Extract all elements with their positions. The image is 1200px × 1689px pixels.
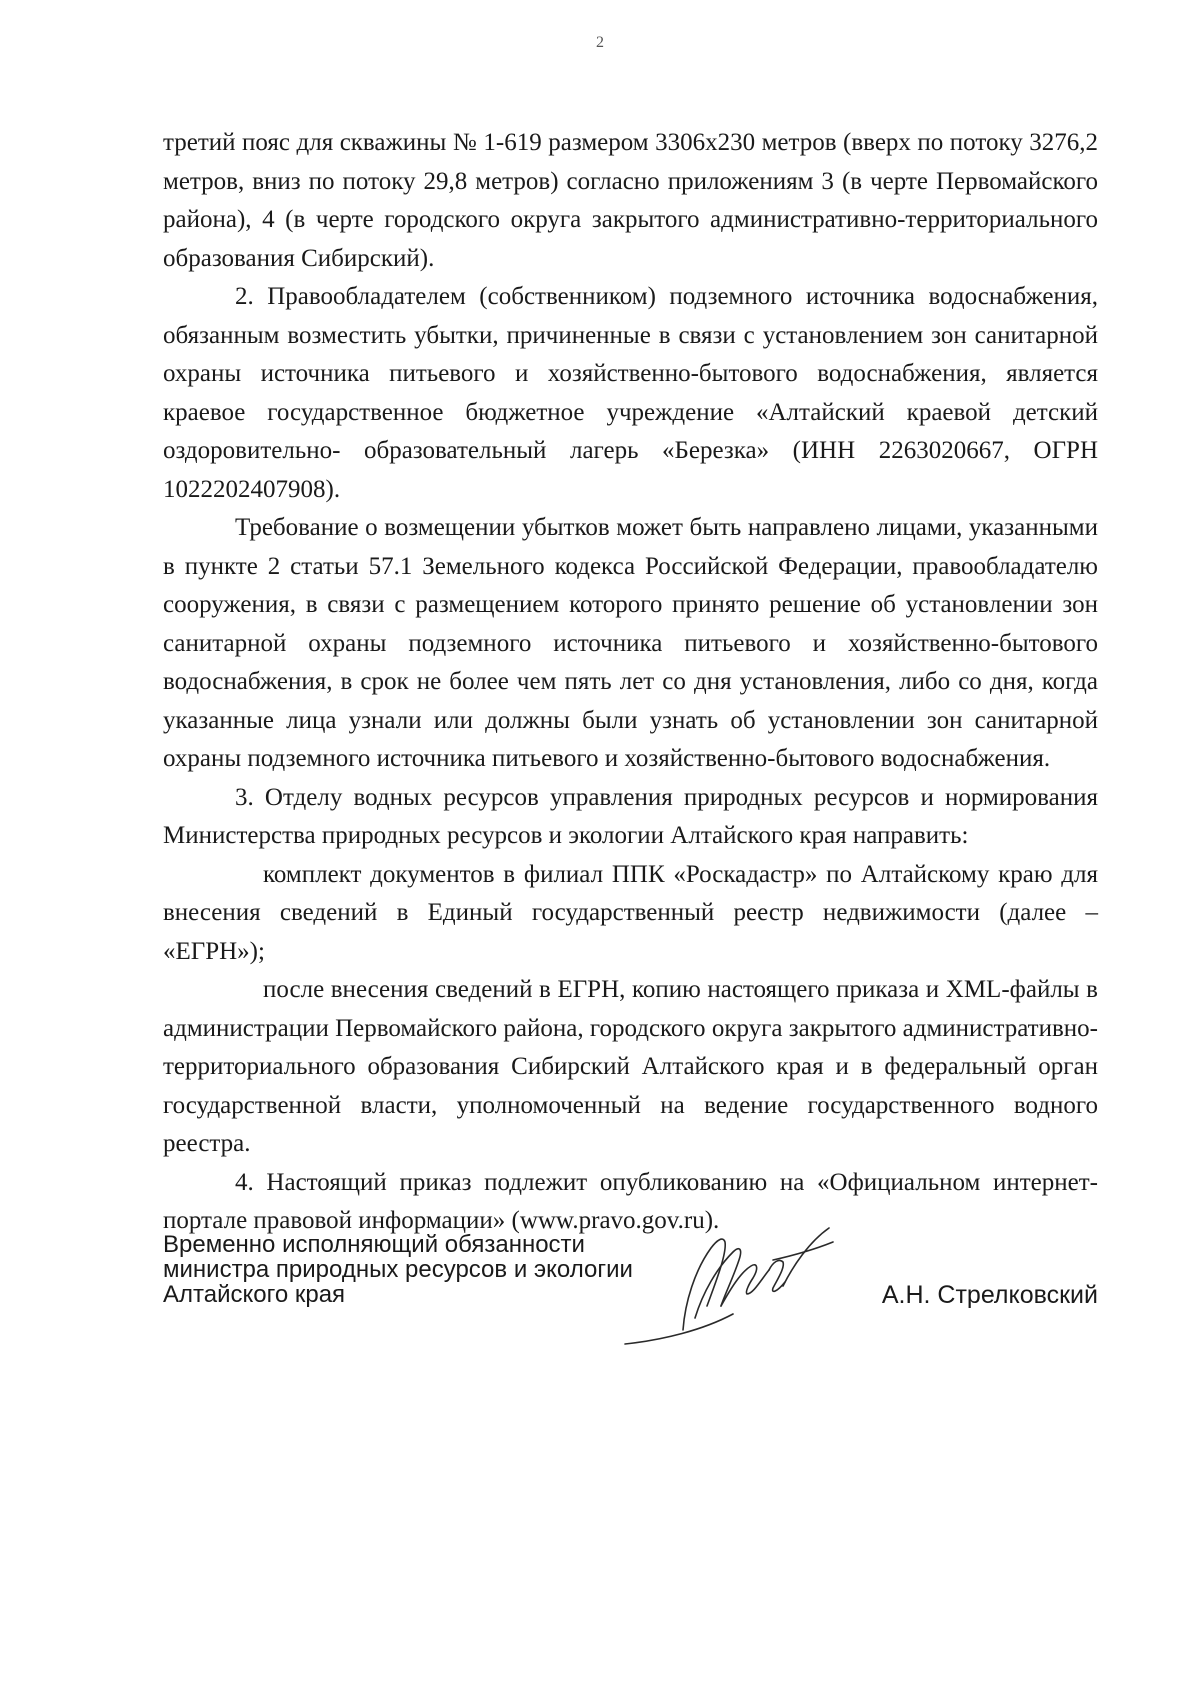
signatory-title-line: Временно исполняющий обязанности bbox=[163, 1231, 585, 1258]
paragraph-item-3: 3. Отделу водных ресурсов управления природных ресурсов и нормирования Министерства природных ресурсов и экологии Алтайского края направить: bbox=[163, 783, 1098, 849]
signatory-title-line: Алтайского края bbox=[163, 1281, 346, 1308]
paragraph-item-4: 4. Настоящий приказ подлежит опубликованию на «Официальном интернет-портале правовой информации» (www.pravo.gov.ru). bbox=[163, 1168, 1098, 1234]
paragraph-subitem-documents: комплект документов в филиал ППК «Роскадастр» по Алтайскому краю для внесения сведений в Единый государственный реестр недвижимости (далее – «ЕГРН»); bbox=[163, 860, 1098, 965]
page-number: 2 bbox=[596, 34, 604, 51]
paragraph-compensation-claim: Требование о возмещении убытков может быть направлено лицами, указанными в пункте 2 статьи 57.1 Земельного кодекса Российской Федерации, правообладателю сооружения, в связи с размещением которого принято решение об установлении зон санитарной охраны подземного источника питьевого и хозяйственно-бытового водоснабжения, в срок не более чем пять лет со дня установления, либо со дня, когда указанные лица узнали или должны были узнать об установлении зон санитарной охраны подземного источника питьевого и хозяйственно-бытового водоснабжения. bbox=[163, 514, 1098, 772]
signature-block bbox=[163, 1232, 1098, 1352]
signatory-title-line: министра природных ресурсов и экологии bbox=[163, 1256, 633, 1283]
paragraph-subitem-copies: после внесения сведений в ЕГРН, копию настоящего приказа и XML-файлы в администрации Первомайского района, городского округа закрытого административно-территориального образования Сибирский Алтайского края и в федеральный орган государственной власти, уполномоченный на ведение государственного водного реестра. bbox=[163, 976, 1098, 1157]
handwritten-signature bbox=[623, 1222, 853, 1352]
paragraph-third-zone: третий пояс для скважины № 1-619 размером 3306х230 метров (вверх по потоку 3276,2 метров, вниз по потоку 29,8 метров) согласно приложениям 3 (в черте Первомайского района), 4 (в черте городского округа закрытого административно-территориального образования Сибирский). bbox=[163, 129, 1098, 272]
signatory-name: А.Н. Стрелковский bbox=[881, 1281, 1098, 1309]
document-body bbox=[163, 124, 1098, 1241]
signatory-title bbox=[163, 1232, 633, 1307]
paragraph-item-2: 2. Правообладателем (собственником) подземного источника водоснабжения, обязанным возместить убытки, причиненные в связи с установлением зон санитарной охраны источника питьевого и хозяйственно-бытового водоснабжения, является краевое государственное бюджетное учреждение «Алтайский краевой детский оздоровительно- образовательный лагерь «Березка» (ИНН 2263020667, ОГРН 1022202407908). bbox=[163, 283, 1098, 503]
